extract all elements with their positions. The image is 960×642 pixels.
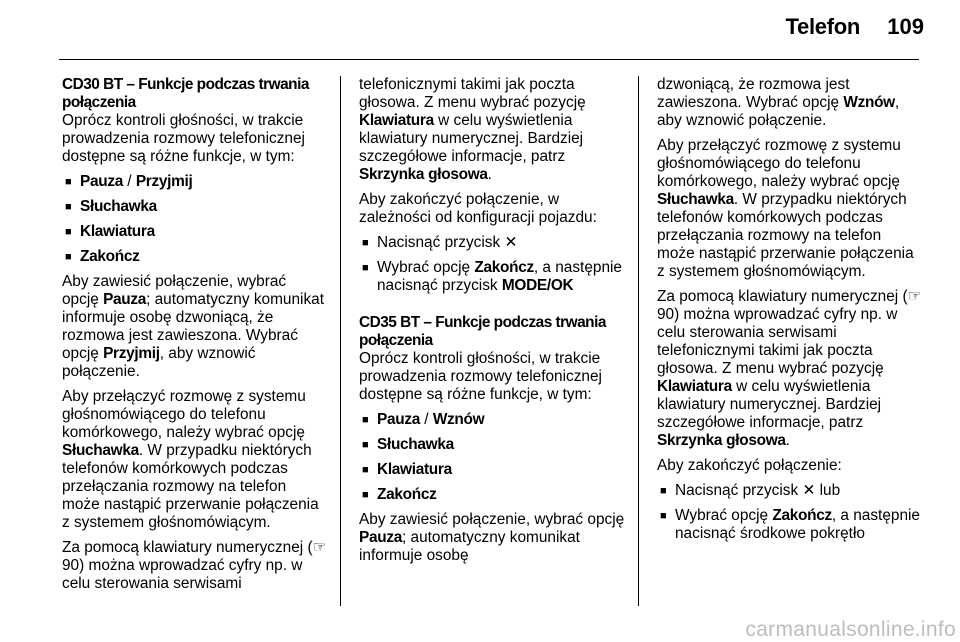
list-item: ■ Zakończ [359, 486, 629, 504]
page-reference-icon: ☞ [907, 288, 922, 305]
paragraph: dzwoniącą, że rozmowa jest zawieszona. Wybrać opcję Wznów, aby wznowić połączenie. [657, 76, 900, 129]
header-divider [59, 59, 919, 60]
paragraph: Aby zakończyć połączenie: [657, 457, 842, 474]
list-item: ■ Słuchawka [62, 198, 327, 216]
column-1 [62, 76, 327, 600]
list-item: ■ Klawiatura [359, 461, 629, 479]
paragraph: Oprócz kontroli głośności, w trakcie prowadzenia rozmowy telefonicznej dostępne są różne funkcje, w tym: [359, 350, 602, 403]
watermark: carmanualsonline.info [745, 618, 956, 641]
list-item: ■ Pauza / Przyjmij [62, 173, 327, 191]
column-divider-1 [340, 76, 341, 606]
paragraph: Aby zawiesić połączenie, wybrać opcję Pauza; automatyczny komunikat informuje osobę [359, 511, 625, 564]
paragraph: Za pomocą klawiatury numerycznej (☞ 90) można wprowadzać cyfry np. w celu sterowania serwisami telefonicznymi takimi jak poczta głosowa. Z menu wybrać pozycję Klawiatura w celu wyświetlenia klawiatury numerycznej. Bardziej szczegółowe informacje, patrz Skrzynka głosowa. [657, 288, 922, 449]
column-divider-2 [638, 76, 639, 606]
section-heading-cd30: CD30 BT – Funkcje podczas trwania połączenia [62, 76, 309, 111]
page-title: Telefon [785, 14, 860, 39]
paragraph: Aby zakończyć połączenie, w zależności od konfiguracji pojazdu: [359, 191, 597, 226]
paragraph: telefonicznymi takimi jak poczta głosowa. Z menu wybrać pozycję Klawiatura w celu wyświetlenia klawiatury numerycznej. Bardziej szczegółowe informacje, patrz Skrzynka głosowa. [359, 76, 586, 183]
paragraph: Aby przełączyć rozmowę z systemu głośnomówiącego do telefonu komórkowego, należy wybrać opcję Słuchawka. W przypadku niektórych telefonów komórkowych podczas przełączania rozmowy na telefon może nastąpić przerwanie połączenia z systemem głośnomówiącym. [657, 137, 914, 280]
hangup-icon: ✕ [504, 234, 518, 251]
page-reference-icon: ☞ [312, 539, 327, 556]
paragraph: Za pomocą klawiatury numerycznej (☞ 90) można wprowadzać cyfry np. w celu sterowania serwisami [62, 539, 327, 592]
list-item: ■ Pauza / Wznów [359, 411, 629, 429]
column-2 [359, 76, 629, 572]
list-item: ■ Słuchawka [359, 436, 629, 454]
hangup-icon: ✕ [802, 482, 816, 499]
list-item: ■ Nacisnąć przycisk ✕ lub [657, 482, 922, 500]
list-item: ■ Wybrać opcję Zakończ, a następnie nacisnąć środkowe pokrętło [657, 507, 922, 543]
paragraph: Aby przełączyć rozmowę z systemu głośnomówiącego do telefonu komórkowego, należy wybrać opcję Słuchawka. W przypadku niektórych telefonów komórkowych podczas przełączania rozmowy na telefon może nastąpić przerwanie połączenia z systemem głośnomówiącym. [62, 388, 319, 531]
list-item: ■ Klawiatura [62, 223, 327, 241]
list-item: ■ Zakończ [62, 248, 327, 266]
paragraph: Aby zawiesić połączenie, wybrać opcję Pauza; automatyczny komunikat informuje osobę dzwoniącą, że rozmowa jest zawieszona. Wybrać opcję Przyjmij, aby wznowić połączenie. [62, 273, 324, 380]
section-heading-cd35: CD35 BT – Funkcje podczas trwania połączenia [359, 314, 606, 349]
column-3 [657, 76, 922, 550]
page-number: 109 [887, 14, 924, 39]
list-item: ■ Wybrać opcję Zakończ, a następnie nacisnąć przycisk MODE/OK [359, 259, 629, 295]
paragraph: Oprócz kontroli głośności, w trakcie prowadzenia rozmowy telefonicznej dostępne są różne funkcje, w tym: [62, 112, 305, 165]
list-item: ■ Nacisnąć przycisk ✕ [359, 234, 629, 252]
